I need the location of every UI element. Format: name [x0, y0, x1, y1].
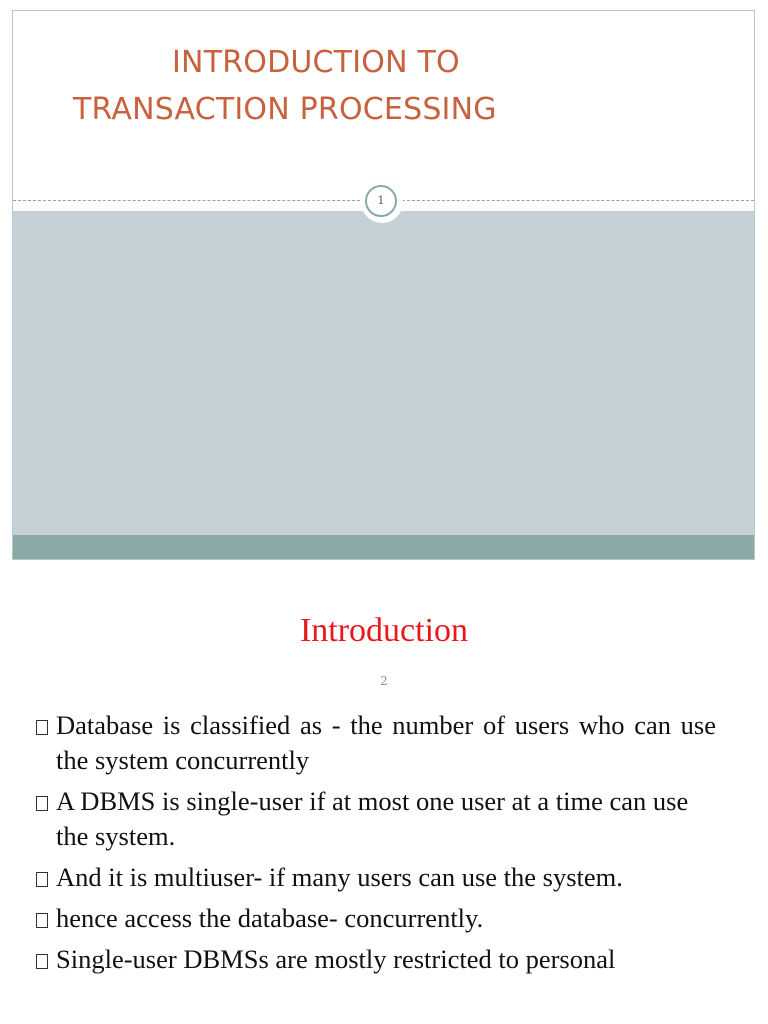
bullet-box-icon [36, 954, 48, 969]
slide-1-title-line-1: INTRODUCTION TO [172, 45, 460, 80]
slide-1-title [13, 39, 754, 133]
bullet-text: hence access the database- concurrently. [56, 903, 484, 933]
bullet-item [34, 784, 716, 854]
bullet-box-icon [36, 796, 48, 811]
bullet-text: And it is multiuser- if many users can use the system. [56, 862, 623, 892]
bullet-item [34, 942, 716, 977]
slide-2-title: Introduction [299, 612, 469, 649]
slide-1-content-area [13, 211, 754, 535]
bullet-text: Single-user DBMSs are mostly restricted to personal [56, 944, 616, 974]
slide-2-number: 2 [380, 674, 388, 688]
bullet-item [34, 708, 716, 778]
slide-1 [12, 10, 755, 560]
slide-1-title-line-2: TRANSACTION PROCESSING [73, 92, 497, 127]
bullet-box-icon [36, 872, 48, 887]
bullet-box-icon [36, 913, 48, 928]
slide-1-number: 1 [365, 185, 397, 217]
bullet-text: A DBMS is single-user if at most one user at a time can use the system. [56, 786, 689, 851]
bullet-list [34, 708, 716, 983]
bullet-box-icon [36, 720, 48, 735]
bullet-text: Database is classified as - the number of users who can use the system concurrently [56, 710, 716, 775]
slide-1-footer-bar [13, 535, 754, 560]
bullet-item [34, 860, 716, 895]
bullet-item [34, 901, 716, 936]
slide-number-badge [361, 181, 403, 223]
